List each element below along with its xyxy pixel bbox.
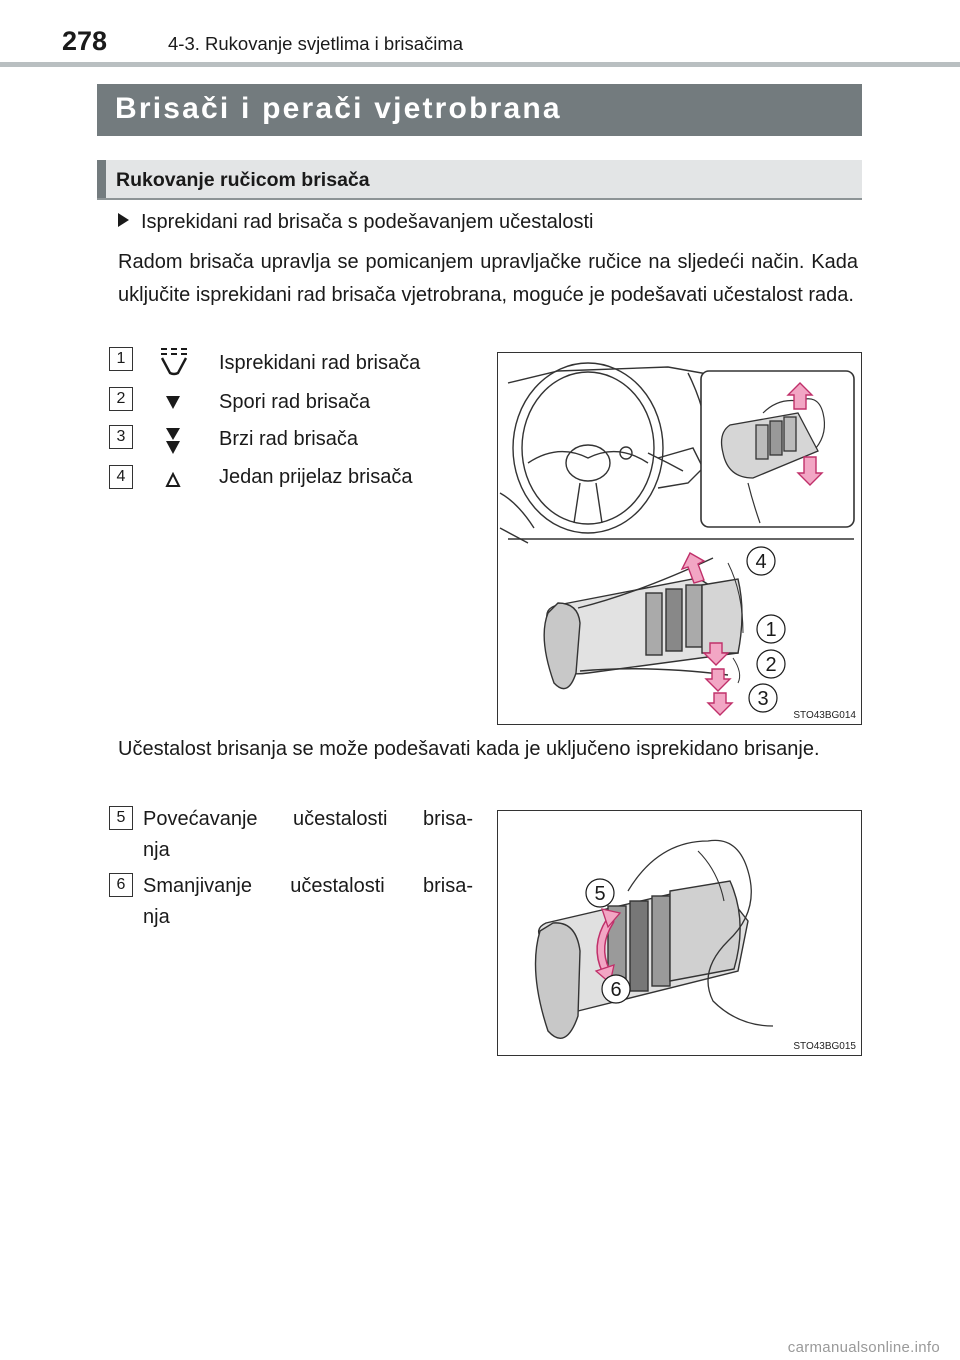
list-item-4-text: Jedan prijelaz brisača xyxy=(219,466,413,488)
bullet-text: Isprekidani rad brisača s podešavanjem učestalosti xyxy=(141,211,594,233)
list-number-2: 2 xyxy=(109,387,133,411)
list-item-5-line2: nja xyxy=(143,839,170,861)
figure-wiper-lever xyxy=(497,352,862,725)
mist-triangle-icon xyxy=(164,472,182,493)
bullet-heading xyxy=(118,211,593,234)
figure1-callout-1: 1 xyxy=(765,619,777,641)
list-item-1-text: Isprekidani rad brisača xyxy=(219,352,421,374)
header-rule xyxy=(0,62,960,67)
subsection-accent xyxy=(97,160,106,198)
list-number-6: 6 xyxy=(109,873,133,897)
figure2-callout-5: 5 xyxy=(594,883,606,905)
list-number-4: 4 xyxy=(109,465,133,489)
paragraph-intro: Radom brisača upravlja se pomicanjem upravljačke ručice na sljedeći način. Kada uključite isprekidani rad brisača vjetrobrana, moguće je podešavati učestalost rada. xyxy=(118,251,858,306)
list-item-2-text: Spori rad brisača xyxy=(219,391,371,413)
list-item-5-line1: Povećavanje učestalosti brisa- xyxy=(143,808,473,830)
slow-triangle-icon xyxy=(164,394,182,415)
list-number-5: 5 xyxy=(109,806,133,830)
section-title: 4-3. Rukovanje svjetlima i brisačima xyxy=(168,33,464,54)
figure1-callout-2: 2 xyxy=(765,654,777,676)
list-item-6-line1: Smanjivanje učestalosti brisa- xyxy=(143,875,473,897)
list-number-3: 3 xyxy=(109,425,133,449)
paragraph-frequency: Učestalost brisanja se može podešavati kada je uključeno isprekidano brisanje. xyxy=(118,738,820,760)
footer-watermark: carmanualsonline.info xyxy=(787,1339,940,1356)
figure-frequency-dial xyxy=(497,810,862,1056)
page-title-bar xyxy=(97,84,862,136)
intermittent-wiper-icon xyxy=(157,346,191,381)
fast-double-triangle-icon xyxy=(164,426,182,461)
figure1-callout-3: 3 xyxy=(757,688,769,710)
list-item-3-text: Brzi rad brisača xyxy=(219,428,358,450)
subsection-title: Rukovanje ručicom brisača xyxy=(116,169,370,191)
figure1-callout-4: 4 xyxy=(755,551,767,573)
bullet-triangle-icon xyxy=(118,213,129,227)
figure2-callout-6: 6 xyxy=(610,979,622,1001)
subsection-bar xyxy=(97,160,862,200)
page-title: Brisači i perači vjetrobrana xyxy=(115,92,562,125)
list-item-6-line2: nja xyxy=(143,906,170,928)
list-number-1: 1 xyxy=(109,347,133,371)
page-number: 278 xyxy=(62,26,108,56)
figure2-code: STO43BG015 xyxy=(793,1041,856,1052)
figure1-code: STO43BG014 xyxy=(793,710,856,721)
